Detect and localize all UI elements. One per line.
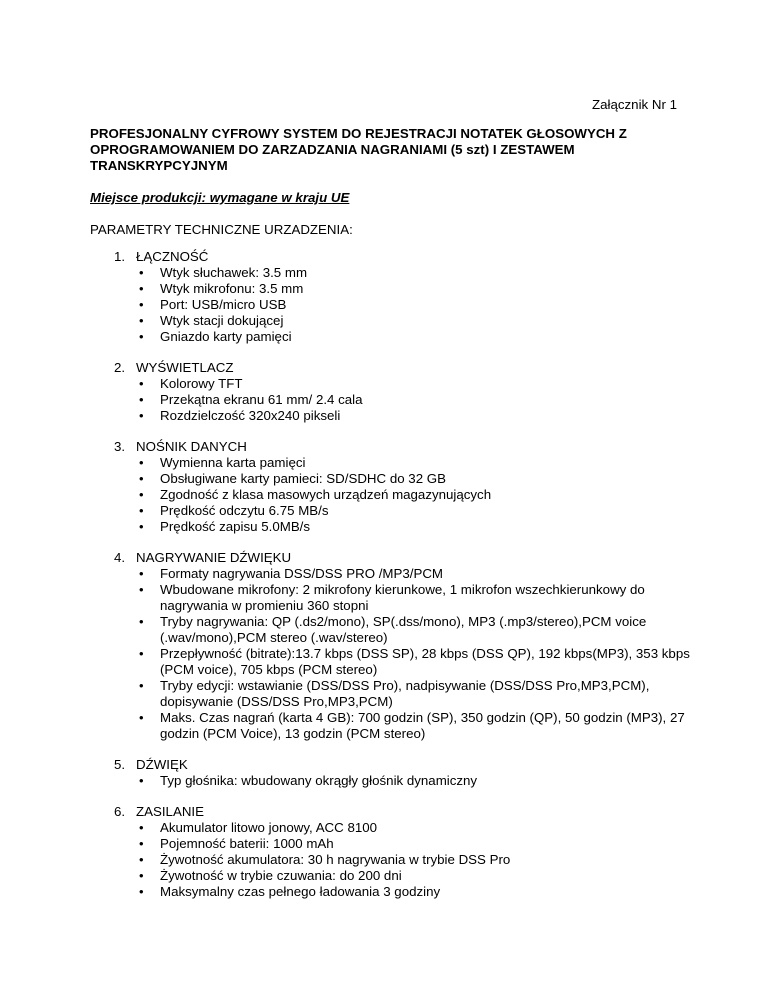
list-item: • Wymienna karta pamięci (139, 455, 306, 470)
section-connectivity (0, 249, 768, 345)
bullet-dot-icon: • (139, 519, 144, 534)
list-item: • Gniazdo karty pamięci (139, 329, 292, 344)
section-heading (0, 360, 768, 376)
list-item: • Wbudowane mikrofony: 2 mikrofony kierunkowe, 1 mikrofon wszechkierunkowy do nagrywania w promieniu 360 stopni (139, 582, 645, 613)
sections-list (0, 249, 768, 915)
bullet-dot-icon: • (139, 455, 144, 470)
section-number: 2. (114, 360, 126, 375)
bullet-dot-icon: • (139, 376, 144, 391)
bullet-dot-icon: • (139, 614, 144, 629)
bullet-dot-icon: • (139, 582, 144, 597)
bullet-dot-icon: • (139, 281, 144, 296)
params-heading: PARAMETRY TECHNICZNE URZADZENIA: (90, 222, 353, 237)
list-item: • Żywotność akumulatora: 30 h nagrywania w trybie DSS Pro (139, 852, 511, 867)
section-items (0, 265, 768, 345)
list-item: • Rozdzielczość 320x240 pikseli (139, 408, 341, 423)
section-items (0, 773, 768, 789)
list-item: • Wtyk stacji dokującej (139, 313, 284, 328)
bullet-dot-icon: • (139, 646, 144, 661)
section-heading (0, 550, 768, 566)
section-title: WYŚWIETLACZ (136, 360, 234, 375)
list-item: • Wtyk słuchawek: 3.5 mm (139, 265, 308, 280)
section-recording (0, 550, 768, 742)
bullet-dot-icon: • (139, 884, 144, 899)
bullet-dot-icon: • (139, 836, 144, 851)
production-place: Miejsce produkcji: wymagane w kraju UE (90, 190, 350, 205)
bullet-dot-icon: • (139, 471, 144, 486)
section-title: NAGRYWANIE DŹWIĘKU (136, 550, 292, 565)
section-title: ŁĄCZNOŚĆ (136, 249, 209, 264)
list-item: • Pojemność baterii: 1000 mAh (139, 836, 334, 851)
section-title: DŹWIĘK (136, 757, 188, 772)
list-item: • Przekątna ekranu 61 mm/ 2.4 cala (139, 392, 363, 407)
bullet-dot-icon: • (139, 313, 144, 328)
bullet-dot-icon: • (139, 710, 144, 725)
section-number: 4. (114, 550, 126, 565)
section-heading (0, 757, 768, 773)
list-item: • Prędkość odczytu 6.75 MB/s (139, 503, 329, 518)
bullet-dot-icon: • (139, 820, 144, 835)
list-item: • Obsługiwane karty pamieci: SD/SDHC do 32 GB (139, 471, 446, 486)
section-number: 3. (114, 439, 126, 454)
bullet-dot-icon: • (139, 297, 144, 312)
section-number: 5. (114, 757, 126, 772)
list-item: • Typ głośnika: wbudowany okrągły głośnik dynamiczny (139, 773, 478, 788)
list-item: • Akumulator litowo jonowy, ACC 8100 (139, 820, 378, 835)
section-items (0, 820, 768, 900)
section-sound (0, 757, 768, 789)
section-heading (0, 804, 768, 820)
bullet-dot-icon: • (139, 265, 144, 280)
list-item: • Przepływność (bitrate):13.7 kbps (DSS SP), 28 kbps (DSS QP), 192 kbps(MP3), 353 kbps (PCM voice), 705 kbps (PCM stereo) (139, 646, 690, 677)
section-number: 1. (114, 249, 126, 264)
list-item: • Formaty nagrywania DSS/DSS PRO /MP3/PCM (139, 566, 444, 581)
section-items (0, 455, 768, 535)
section-storage (0, 439, 768, 535)
section-heading (0, 439, 768, 455)
bullet-dot-icon: • (139, 566, 144, 581)
bullet-dot-icon: • (139, 773, 144, 788)
bullet-dot-icon: • (139, 503, 144, 518)
annex-label: Załącznik Nr 1 (592, 97, 677, 112)
section-title: NOŚNIK DANYCH (136, 439, 247, 454)
bullet-dot-icon: • (139, 868, 144, 883)
list-item: • Zgodność z klasa masowych urządzeń magazynujących (139, 487, 492, 502)
section-items (0, 566, 768, 742)
list-item: • Maksymalny czas pełnego ładowania 3 godziny (139, 884, 441, 899)
bullet-dot-icon: • (139, 678, 144, 693)
list-item: • Maks. Czas nagrań (karta 4 GB): 700 godzin (SP), 350 godzin (QP), 50 godzin (MP3), 27 godzin (PCM Voice), 13 godzin (PCM stereo) (139, 710, 685, 741)
list-item: • Prędkość zapisu 5.0MB/s (139, 519, 311, 534)
list-item: • Kolorowy TFT (139, 376, 243, 391)
list-item: • Tryby nagrywania: QP (.ds2/mono), SP(.dss/mono), MP3 (.mp3/stereo),PCM voice (.wav/mono),PCM stereo (.wav/stereo) (139, 614, 647, 645)
bullet-dot-icon: • (139, 852, 144, 867)
section-number: 6. (114, 804, 126, 819)
bullet-dot-icon: • (139, 329, 144, 344)
section-items (0, 376, 768, 424)
list-item: • Tryby edycji: wstawianie (DSS/DSS Pro), nadpisywanie (DSS/DSS Pro,MP3,PCM), dopisywanie (DSS/DSS Pro,MP3,PCM) (139, 678, 650, 709)
section-title: ZASILANIE (136, 804, 204, 819)
list-item: • Port: USB/micro USB (139, 297, 287, 312)
list-item: • Żywotność w trybie czuwania: do 200 dni (139, 868, 402, 883)
section-heading (0, 249, 768, 265)
bullet-dot-icon: • (139, 487, 144, 502)
bullet-dot-icon: • (139, 392, 144, 407)
list-item: • Wtyk mikrofonu: 3.5 mm (139, 281, 304, 296)
bullet-dot-icon: • (139, 408, 144, 423)
section-display (0, 360, 768, 424)
section-power (0, 804, 768, 900)
document-title: PROFESJONALNY CYFROWY SYSTEM DO REJESTRACJI NOTATEK GŁOSOWYCH Z OPROGRAMOWANIEM DO ZARZADZANIA NAGRANIAMI (5 szt) I ZESTAWEM TRANSKRYPCYJNYM (90, 126, 627, 173)
